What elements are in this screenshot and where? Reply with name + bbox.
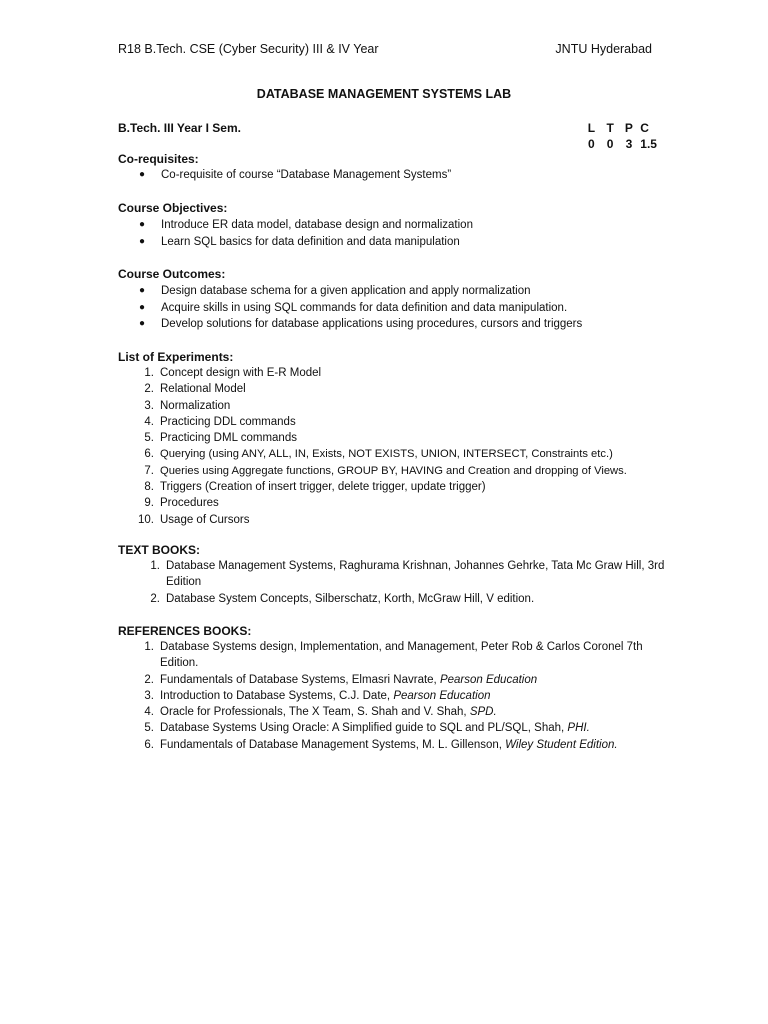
bullet-icon: ● (139, 285, 146, 296)
credits-header-c: C (640, 121, 649, 135)
list-item: 6. Querying (using ANY, ALL, IN, Exists, NOT EXISTS, UNION, INTERSECT, Constraints etc.) (144, 448, 613, 461)
credits-value-row (582, 136, 666, 152)
list-item: 1. Concept design with E-R Model (144, 367, 322, 379)
bullet-icon: ● (139, 301, 146, 313)
list-item: ● Introduce ER data model, database design and normalization (136, 217, 473, 234)
list-item: 2. Fundamentals of Database Systems, Elmasri Navrate, Pearson Education (144, 673, 538, 686)
list-item: 10. Usage of Cursors (138, 513, 250, 526)
list-item: 1. Database Management Systems, Raghurama Krishnan, Johannes Gehrke, Tata Mc Graw Hill, 3rd Edition (150, 560, 665, 589)
outcomes-list (136, 283, 582, 333)
list-item: 2. Relational Model (144, 383, 246, 396)
objectives-heading: Course Objectives: (118, 201, 228, 215)
corequisites-list (136, 167, 451, 184)
credits-value-l: 0 (588, 137, 595, 151)
list-item: ● Design database schema for a given application and apply normalization (136, 283, 582, 300)
references-list (132, 639, 662, 753)
list-item: 1. Database Systems design, Implementation, and Management, Peter Rob & Carlos Coronel 7th Edition. (144, 641, 643, 670)
credits-header-row (582, 120, 666, 136)
credits-value-c: 1.5 (640, 137, 657, 151)
credits-value-t: 0 (606, 137, 614, 151)
credits-table (582, 120, 666, 152)
list-item: 9. Procedures (144, 497, 219, 510)
credits-header-p: P (624, 121, 633, 135)
list-item: 5. Database Systems Using Oracle: A Simplified guide to SQL and PL/SQL, Shah, PHI. (144, 722, 590, 735)
list-item: 3. Normalization (144, 399, 231, 412)
list-item: ● Develop solutions for database applications using procedures, cursors and triggers (136, 316, 582, 333)
header-course-code: R18 B.Tech. CSE (Cyber Security) III & IV Year (118, 42, 379, 56)
list-item: 7. Queries using Aggregate functions, GROUP BY, HAVING and Creation and dropping of Views. (144, 464, 627, 477)
credits-header-l: L (587, 121, 596, 135)
bullet-icon: ● (139, 169, 146, 180)
list-item: 2. Database System Concepts, Silberschatz, Korth, McGraw Hill, V edition. (150, 592, 535, 605)
bullet-icon: ● (139, 235, 146, 247)
corequisites-heading: Co-requisites: (118, 152, 199, 166)
objectives-list (136, 217, 473, 250)
textbooks-heading: TEXT BOOKS: (118, 543, 201, 557)
outcomes-heading: Course Outcomes: (118, 267, 226, 281)
experiments-list (132, 365, 672, 528)
list-item: ● Co-requisite of course “Database Management Systems” (136, 167, 451, 184)
credits-value-p: 3 (625, 137, 633, 151)
bullet-icon: ● (139, 219, 146, 230)
list-item: 5. Practicing DML commands (144, 432, 297, 445)
list-item: 6. Fundamentals of Database Management Systems, M. L. Gillenson, Wiley Student Edition. (144, 738, 618, 751)
list-item: ● Acquire skills in using SQL commands for data definition and data manipulation. (136, 300, 582, 317)
list-item: 8. Triggers (Creation of insert trigger, delete trigger, update trigger) (144, 481, 486, 494)
page-title: DATABASE MANAGEMENT SYSTEMS LAB (256, 87, 512, 101)
textbooks-list (138, 558, 668, 607)
references-heading: REFERENCES BOOKS: (118, 624, 252, 638)
bullet-icon: ● (139, 318, 146, 329)
list-item: 3. Introduction to Database Systems, C.J. Date, Pearson Education (144, 689, 491, 702)
running-header (118, 42, 652, 60)
experiments-heading: List of Experiments: (118, 350, 234, 364)
header-university: JNTU Hyderabad (555, 42, 652, 56)
credits-header-t: T (606, 121, 614, 135)
list-item: 4. Oracle for Professionals, The X Team, S. Shah and V. Shah, SPD. (144, 706, 497, 719)
list-item: 4. Practicing DDL commands (144, 415, 296, 428)
semester-label: B.Tech. III Year I Sem. (118, 121, 241, 135)
list-item: ● Learn SQL basics for data definition and data manipulation (136, 234, 473, 251)
